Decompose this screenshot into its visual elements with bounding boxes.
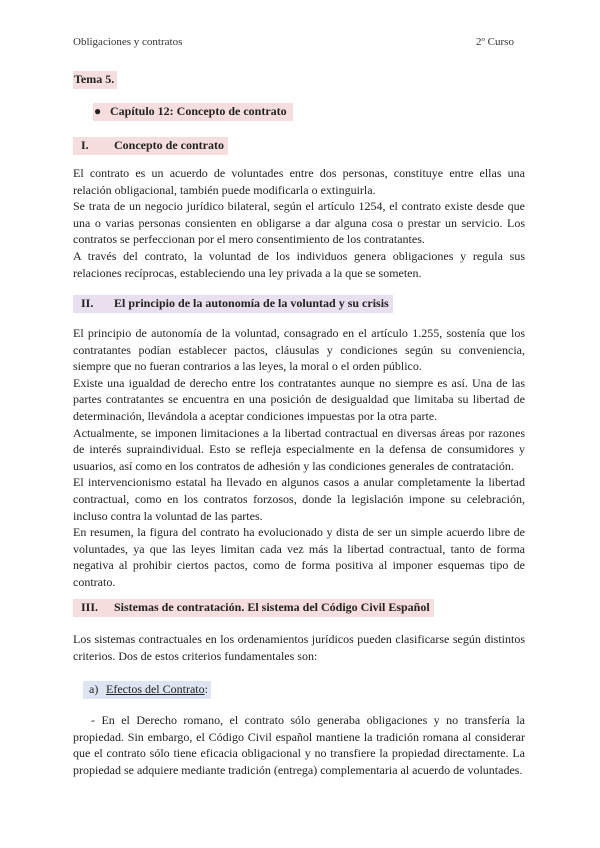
section-number: I.: [81, 138, 89, 152]
section-heading-3: [73, 599, 434, 617]
subsection-label: a): [89, 682, 99, 696]
section-2-body: [73, 325, 525, 591]
section-1-body: [73, 165, 525, 281]
header-course: 2º Curso: [476, 36, 514, 48]
paragraph: Actualmente, se imponen limitaciones a la libertad contractual en diversas áreas por razones de interés supraindividual. Esto se refleja especialmente en la defensa de consumidores y usuarios, así como en los contratos de adhesión y las condiciones generales de contratación.: [73, 425, 525, 473]
paragraph: El contrato es un acuerdo de voluntades entre dos personas, constituye entre ellas una relación obligacional, también puede modificarla o extinguirla.: [73, 166, 525, 197]
bullet-icon: ●: [94, 104, 102, 118]
paragraph: Los sistemas contractuales en los ordenamientos jurídicos pueden clasificarse según distintos criterios. Dos de estos criterios fundamentales son:: [73, 632, 525, 663]
section-title: Concepto de contrato: [114, 138, 224, 152]
paragraph: El principio de autonomía de la voluntad, consagrado en el artículo 1.255, sostenía que los contratantes podían establecer pactos, cláusulas y condiciones según su conveniencia, siempre que no fueran contrarios a las leyes, la moral o el orden público.: [73, 326, 525, 374]
subsection-suffix: :: [204, 682, 208, 696]
paragraph: A través del contrato, la voluntad de los individuos genera obligaciones y regula sus relaciones recíprocas, estableciendo una ley privada a la que se someten.: [73, 248, 525, 280]
subsection-title: Efectos del Contrato: [106, 682, 205, 696]
chapter-title: Capítulo 12: Concepto de contrato: [110, 104, 287, 118]
paragraph: En resumen, la figura del contrato ha evolucionado y dista de ser un simple acuerdo libre de voluntades, ya que las leyes limitan cada vez más la libertad contractual, tanto de forma negativa al prohibir ciertos pactos, como de forma positiva al imponer esquemas tipo de contrato.: [73, 525, 525, 589]
header-subject: Obligaciones y contratos: [73, 36, 183, 48]
subsection-body: [73, 712, 525, 778]
chapter-heading: [93, 103, 293, 121]
section-title: Sistemas de contratación. El sistema del Código Civil Español: [114, 600, 430, 614]
section-title: El principio de la autonomía de la voluntad y su crisis: [114, 296, 389, 310]
section-number: II.: [81, 296, 94, 310]
subsection-heading: [83, 681, 211, 699]
paragraph: - En el Derecho romano, el contrato sólo generaba obligaciones y no transfería la propiedad. Sin embargo, el Código Civil español mantiene la tradición romana al considerar que el contrato sólo tiene eficacia obligacional y no transfiere la propiedad directamente. La propiedad se adquiere mediante tradición (entrega) complementaria al acuerdo de voluntades.: [73, 713, 525, 777]
section-heading-2: [73, 295, 393, 313]
section-3-body: [73, 631, 525, 664]
paragraph: Existe una igualdad de derecho entre los contratantes aunque no siempre es así. Una de las partes contratantes se encuentra en una posición de desigualdad que limitaba su libertad de determinación, llevándola a aceptar condiciones impuestas por la otra parte.: [73, 375, 525, 423]
section-heading-1: [73, 137, 228, 155]
tema-heading: Tema 5.: [73, 71, 117, 89]
paragraph: Se trata de un negocio jurídico bilateral, según el artículo 1254, el contrato existe desde que una o varias personas consienten en obligarse a dar alguna cosa o prestar un servicio. Los contratos se perfeccionan por el mero consentimiento de los contratantes.: [73, 199, 525, 247]
section-number: III.: [81, 600, 99, 614]
paragraph: El intervencionismo estatal ha llevado en algunos casos a anular completamente la libertad contractual, como en los contratos forzosos, donde la legislación impone su celebración, incluso contra la voluntad de las partes.: [73, 475, 525, 523]
